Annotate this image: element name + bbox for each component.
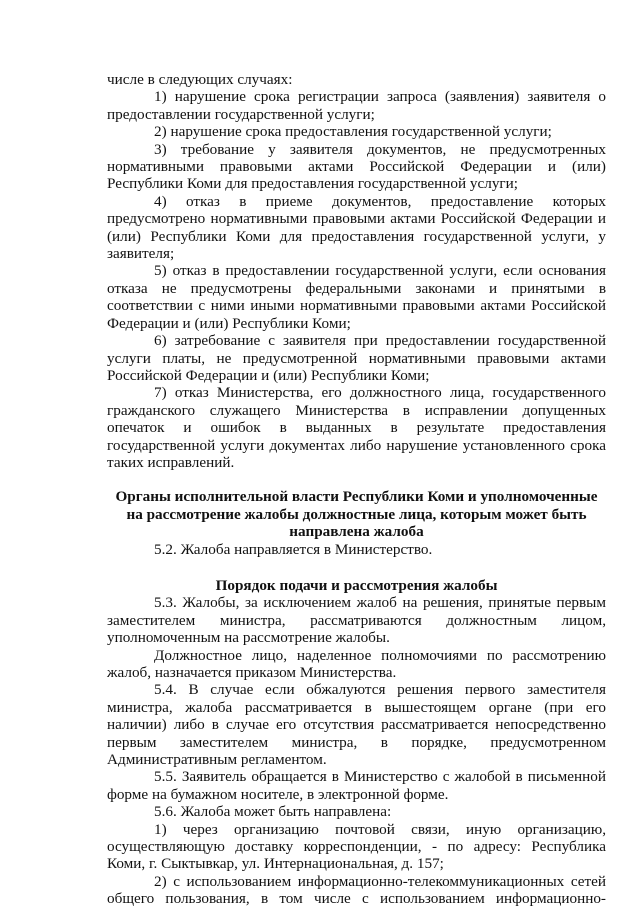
list-item-5: 5) отказ в предоставлении государственной услуги, если основания отказа не предусмотрены федеральными законами и принятыми в соответствии с ними иными нормативными правовыми актами Российской Федерации и (или) Республики Коми; <box>107 262 606 332</box>
paragraph-intro: числе в следующих случаях: <box>107 71 293 88</box>
paragraph-official: Должностное лицо, наделенное полномочиями по рассмотрению жалоб, назначается приказом Министерства. <box>107 646 606 681</box>
paragraph-5-6: 5.6. Жалоба может быть направлена: <box>154 803 392 821</box>
list-item-6: 6) затребование с заявителя при предоставлении государственной услуги платы, не предусмотренной нормативными правовыми актами Российской Федерации и (или) Республики Коми; <box>107 332 606 384</box>
paragraph-5-4: 5.4. В случае если обжалуются решения первого заместителя министра, жалоба рассматривается в вышестоящем органе (при его наличии) либо в случае его отсутствия рассматривается непосредственно первым заместителем министра, в порядке, предусмотренном Административным регламентом. <box>107 681 606 769</box>
paragraph-5-6-item-2: 2) с использованием информационно-телекоммуникационных сетей общего пользования, в том числе с использованием информационно- <box>107 872 606 908</box>
document-body <box>107 71 606 908</box>
list-item-2: 2) нарушение срока предоставления государственной услуги; <box>154 123 552 141</box>
list-item-7: 7) отказ Министерства, его должностного лица, государственного гражданского служащего Министерства в исправлении допущенных опечаток и ошибок в выданных в результате предоставления государственной услуги документах либо нарушение установленного срока таких исправлений. <box>107 384 606 471</box>
paragraph-5-5: 5.5. Заявитель обращается в Министерство с жалобой в письменной форме на бумажном носителе, в электронной форме. <box>107 768 606 803</box>
list-item-4: 4) отказ в приеме документов, предоставление которых предусмотрено нормативными правовыми актами Российской Федерации и (или) Республики Коми для предоставления государственной услуги, у заявителя; <box>107 192 606 263</box>
list-item-1: 1) нарушение срока регистрации запроса (заявления) заявителя о предоставлении государственной услуги; <box>107 88 606 123</box>
paragraph-5-2: 5.2. Жалоба направляется в Министерство. <box>154 540 433 558</box>
list-item-3: 3) требование у заявителя документов, не предусмотренных нормативными правовыми актами Российской Федерации и (или) Республики Коми для предоставления государственной услуги; <box>107 140 606 193</box>
section-heading-authorities: Органы исполнительной власти Республики Коми и уполномоченные на рассмотрение жалобы должностные лица, которым может быть направлена жалоба <box>115 488 598 541</box>
section-heading-procedure: Порядок подачи и рассмотрения жалобы <box>215 576 498 594</box>
paragraph-5-3: 5.3. Жалобы, за исключением жалоб на решения, принятые первым заместителем министра, рассматриваются должностным лицом, уполномоченным на рассмотрение жалобы. <box>107 594 606 647</box>
paragraph-5-6-item-1: 1) через организацию почтовой связи, иную организацию, осуществляющую доставку корреспонденции, - по адресу: Республика Коми, г. Сыктывкар, ул. Интернациональная, д. 157; <box>107 820 606 873</box>
